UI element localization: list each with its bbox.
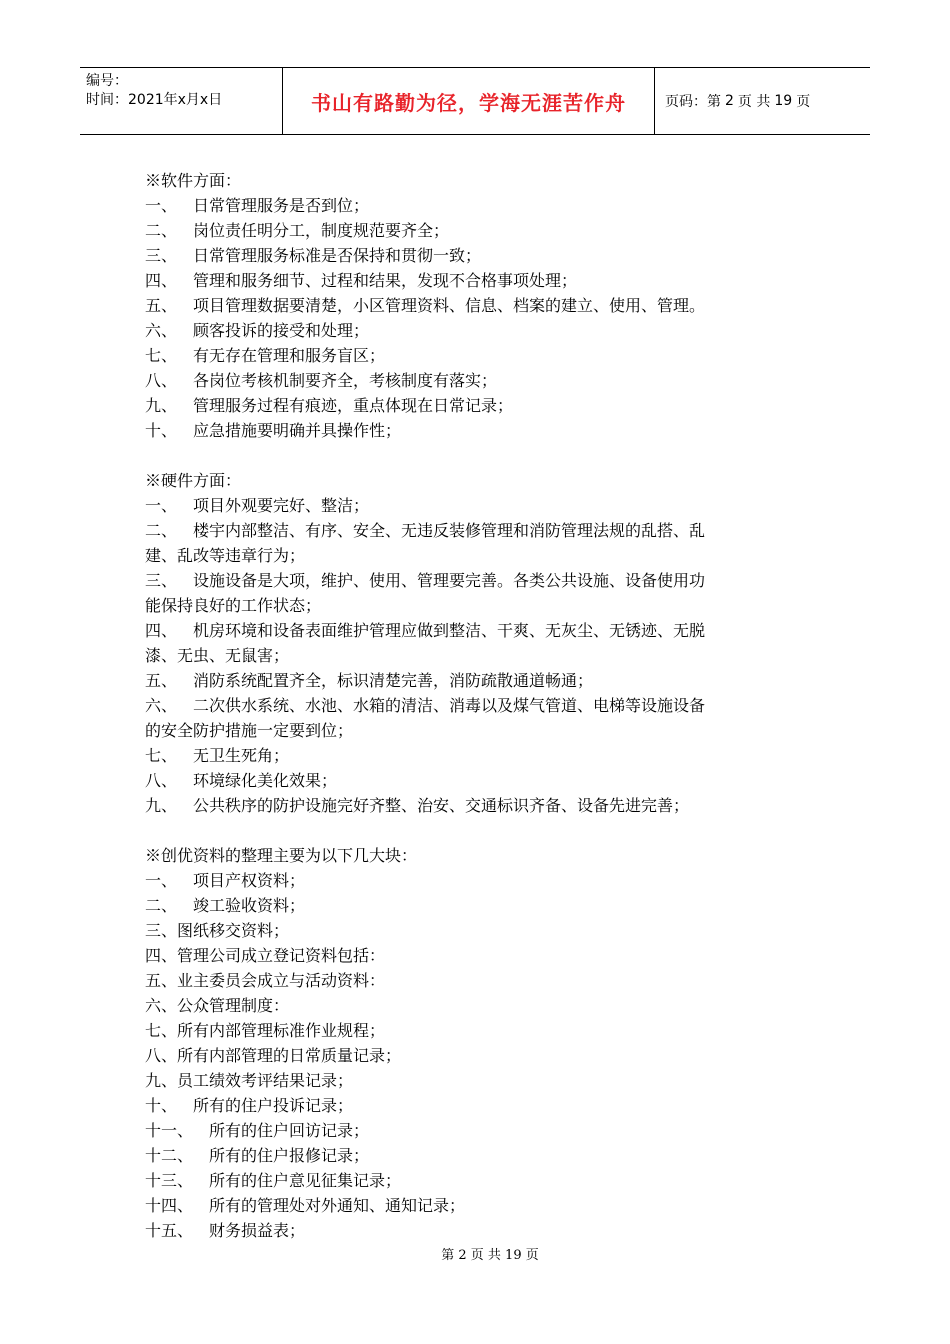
list-item-text: 所有的管理处对外通知、通知记录； xyxy=(209,1196,466,1215)
list-item-number: 十、 xyxy=(145,1096,178,1115)
document-number-label: 编号： xyxy=(86,73,128,89)
list-item-continuation: 的安全防护措施一定要到位； xyxy=(145,721,354,740)
page-header xyxy=(80,67,870,135)
list-item-text: 环境绿化美化效果； xyxy=(193,771,338,790)
document-body xyxy=(145,168,815,1243)
list-item xyxy=(145,893,815,918)
materials-list xyxy=(145,868,815,1243)
software-list xyxy=(145,193,815,443)
list-item-text: 岗位责任明分工，制度规范要齐全； xyxy=(193,221,450,240)
page-total: 19 xyxy=(774,93,793,109)
list-item-number: 八、 xyxy=(145,771,178,790)
list-item-text: 四、管理公司成立登记资料包括： xyxy=(145,946,386,965)
list-item xyxy=(145,918,815,943)
list-item-text: 管理服务过程有痕迹，重点体现在日常记录； xyxy=(193,396,514,415)
list-item-text: 竣工验收资料； xyxy=(193,896,306,915)
list-item-number: 一、 xyxy=(145,496,178,515)
list-item-text: 消防系统配置齐全，标识清楚完善，消防疏散通道畅通； xyxy=(193,671,594,690)
list-item-text: 七、所有内部管理标准作业规程； xyxy=(145,1021,386,1040)
list-item-number: 八、 xyxy=(145,371,178,390)
list-item-text: 二次供水系统、水池、水箱的清洁、消毒以及煤气管道、电梯等设施设备 xyxy=(193,696,706,715)
list-item xyxy=(145,218,815,243)
list-item-text: 九、员工绩效考评结果记录； xyxy=(145,1071,354,1090)
list-item xyxy=(145,393,815,418)
list-item-text: 楼宇内部整洁、有序、安全、无违反装修管理和消防管理法规的乱搭、乱 xyxy=(193,521,706,540)
list-item-number: 一、 xyxy=(145,196,178,215)
list-item xyxy=(145,1218,815,1243)
list-item-number: 四、 xyxy=(145,271,178,290)
list-item-text: 所有的住户回访记录； xyxy=(209,1121,370,1140)
list-item-number: 五、 xyxy=(145,296,178,315)
list-item xyxy=(145,193,815,218)
list-item-continuation: 漆、无虫、无鼠害； xyxy=(145,646,290,665)
list-item-number: 十二、 xyxy=(145,1146,194,1165)
page-footer: 第 2 页 共 19 页 xyxy=(441,1248,539,1263)
list-item xyxy=(145,1143,815,1168)
list-item-number: 六、 xyxy=(145,321,178,340)
section-title-materials: ※创优资料的整理主要为以下几大块： xyxy=(145,846,418,865)
list-item-text: 项目产权资料； xyxy=(193,871,306,890)
list-item-text: 应急措施要明确并具操作性； xyxy=(193,421,402,440)
list-item xyxy=(145,343,815,368)
list-item-text: 机房环境和设备表面维护管理应做到整洁、干爽、无灰尘、无锈迹、无脱 xyxy=(193,621,706,640)
list-item-number: 四、 xyxy=(145,621,178,640)
list-item-number: 十四、 xyxy=(145,1196,194,1215)
hardware-list xyxy=(145,493,815,818)
list-item xyxy=(145,1018,815,1043)
document-date: 时间：2021年x月x日 xyxy=(86,92,223,108)
list-item xyxy=(145,1193,815,1218)
header-motto: 书山有路勤为径，学海无涯苦作舟 xyxy=(311,90,626,115)
list-item xyxy=(145,993,815,1018)
list-item-number: 五、 xyxy=(145,671,178,690)
list-item xyxy=(145,693,815,718)
list-item xyxy=(145,618,815,643)
list-item xyxy=(145,1093,815,1118)
header-page-indicator xyxy=(655,68,870,134)
list-item-text: 五、业主委员会成立与活动资料： xyxy=(145,971,386,990)
section-title-hardware: ※硬件方面： xyxy=(145,471,242,490)
list-item-number: 十、 xyxy=(145,421,178,440)
list-item xyxy=(145,318,815,343)
list-item-text: 各岗位考核机制要齐全，考核制度有落实； xyxy=(193,371,498,390)
list-item-text: 所有的住户投诉记录； xyxy=(193,1096,354,1115)
list-item-text: 无卫生死角； xyxy=(193,746,290,765)
list-item xyxy=(145,518,815,543)
list-item xyxy=(145,1118,815,1143)
list-item-text: 财务损益表； xyxy=(209,1221,306,1240)
section-title-software: ※软件方面： xyxy=(145,171,242,190)
list-item-text: 所有的住户报修记录； xyxy=(209,1146,370,1165)
list-item xyxy=(145,1168,815,1193)
list-item-text: 管理和服务细节、过程和结果，发现不合格事项处理； xyxy=(193,271,578,290)
list-item xyxy=(145,943,815,968)
header-info xyxy=(80,68,282,134)
list-item-continuation: 建、乱改等违章行为； xyxy=(145,546,306,565)
page-mid: 页 共 xyxy=(737,94,771,110)
list-item-text: 项目管理数据要清楚，小区管理资料、信息、档案的建立、使用、管理。 xyxy=(193,296,706,315)
list-item xyxy=(145,493,815,518)
list-item xyxy=(145,418,815,443)
list-item xyxy=(145,793,815,818)
list-item xyxy=(145,293,815,318)
list-item xyxy=(145,768,815,793)
list-item-text: 项目外观要完好、整洁； xyxy=(193,496,370,515)
list-item-text: 所有的住户意见征集记录； xyxy=(209,1171,402,1190)
list-item xyxy=(145,743,815,768)
list-item xyxy=(145,868,815,893)
list-item xyxy=(145,968,815,993)
list-item-text: 六、公众管理制度： xyxy=(145,996,290,1015)
list-item xyxy=(145,1043,815,1068)
list-item-text: 有无存在管理和服务盲区； xyxy=(193,346,386,365)
list-item-number: 六、 xyxy=(145,696,178,715)
list-item-number: 九、 xyxy=(145,796,178,815)
list-item-number: 三、 xyxy=(145,571,178,590)
list-item xyxy=(145,1068,815,1093)
list-item-text: 八、所有内部管理的日常质量记录； xyxy=(145,1046,402,1065)
list-item-text: 日常管理服务标准是否保持和贯彻一致； xyxy=(193,246,482,265)
page-number: 2 xyxy=(725,93,734,109)
list-item-continuation: 能保持良好的工作状态； xyxy=(145,596,322,615)
list-item-text: 公共秩序的防护设施完好齐整、治安、交通标识齐备、设备先进完善； xyxy=(193,796,690,815)
list-item-number: 七、 xyxy=(145,346,178,365)
list-item xyxy=(145,268,815,293)
list-item-number: 十五、 xyxy=(145,1221,194,1240)
list-item-text: 日常管理服务是否到位； xyxy=(193,196,370,215)
page-prefix: 页码：第 xyxy=(665,94,721,110)
list-item-number: 一、 xyxy=(145,871,178,890)
list-item-number: 二、 xyxy=(145,896,178,915)
list-item-number: 十三、 xyxy=(145,1171,194,1190)
list-item-number: 九、 xyxy=(145,396,178,415)
list-item xyxy=(145,568,815,593)
list-item-text: 设施设备是大项，维护、使用、管理要完善。各类公共设施、设备使用功 xyxy=(193,571,706,590)
list-item-number: 七、 xyxy=(145,746,178,765)
list-item xyxy=(145,243,815,268)
list-item-number: 二、 xyxy=(145,221,178,240)
list-item xyxy=(145,368,815,393)
header-motto-cell xyxy=(282,68,655,134)
page-suffix: 页 xyxy=(796,94,811,110)
list-item-number: 十一、 xyxy=(145,1121,194,1140)
list-item xyxy=(145,668,815,693)
list-item-text: 三、图纸移交资料； xyxy=(145,921,290,940)
list-item-text: 顾客投诉的接受和处理； xyxy=(193,321,370,340)
list-item-number: 三、 xyxy=(145,246,178,265)
list-item-number: 二、 xyxy=(145,521,178,540)
